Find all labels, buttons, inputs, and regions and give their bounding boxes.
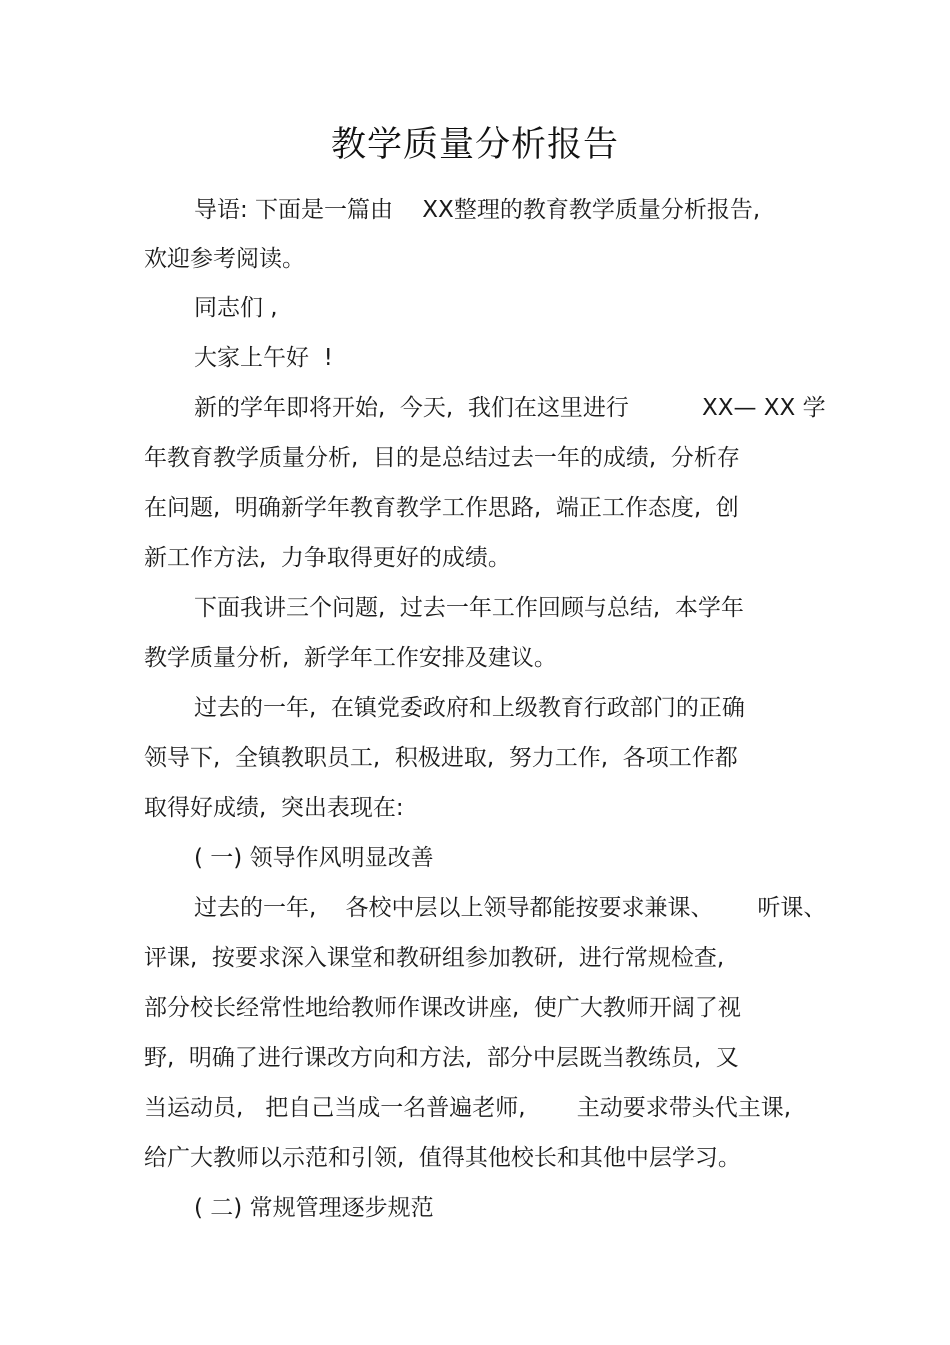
paragraph-3-line-3: 取得好成绩, 突出表现在: (144, 795, 404, 821)
paragraph-4-line-3: 部分校长经常性地给教师作课改讲座, 使广大教师开阔了视 (144, 995, 741, 1021)
section-heading-1: ( 一) 领导作风明显改善 (194, 845, 434, 871)
paragraph-4-line-1: 过去的一年, 各校中层以上领导都能按要求兼课、 听课、 (194, 895, 827, 921)
greeting-line-2: 大家上午好 ! (194, 345, 333, 371)
paragraph-1-line-2: 年教育教学质量分析, 目的是总结过去一年的成绩, 分析存 (144, 445, 740, 471)
paragraph-1-line-4: 新工作方法, 力争取得更好的成绩。 (144, 545, 511, 571)
paragraph-3-line-2: 领导下, 全镇教职员工, 积极进取, 努力工作, 各项工作都 (144, 745, 738, 771)
paragraph-4-line-6: 给广大教师以示范和引领, 值得其他校长和其他中层学习。 (144, 1145, 741, 1171)
paragraph-2-line-2: 教学质量分析, 新学年工作安排及建议。 (144, 645, 557, 671)
paragraph-1-line-1: 新的学年即将开始, 今天, 我们在这里进行 XX— XX 学 (194, 395, 826, 421)
section-heading-2: ( 二) 常规管理逐步规范 (194, 1195, 434, 1221)
paragraph-intro-line-1: 导语: 下面是一篇由 XX整理的教育教学质量分析报告, (194, 197, 761, 223)
paragraph-4-line-4: 野, 明确了进行课改方向和方法, 部分中层既当教练员, 又 (144, 1045, 739, 1071)
paragraph-1-line-3: 在问题, 明确新学年教育教学工作思路, 端正工作态度, 创 (144, 495, 739, 521)
paragraph-2-line-1: 下面我讲三个问题, 过去一年工作回顾与总结, 本学年 (194, 595, 744, 621)
paragraph-3-line-1: 过去的一年, 在镇党委政府和上级教育行政部门的正确 (194, 695, 745, 721)
document-title: 教学质量分析报告 (330, 125, 619, 165)
paragraph-4-line-5: 当运动员, 把自己当成一名普遍老师, 主动要求带头代主课, (144, 1095, 792, 1121)
greeting-line-1: 同志们 , (194, 295, 278, 321)
paragraph-4-line-2: 评课, 按要求深入课堂和教研组参加教研, 进行常规检查, (144, 945, 725, 971)
paragraph-intro-line-2: 欢迎参考阅读。 (144, 246, 305, 272)
